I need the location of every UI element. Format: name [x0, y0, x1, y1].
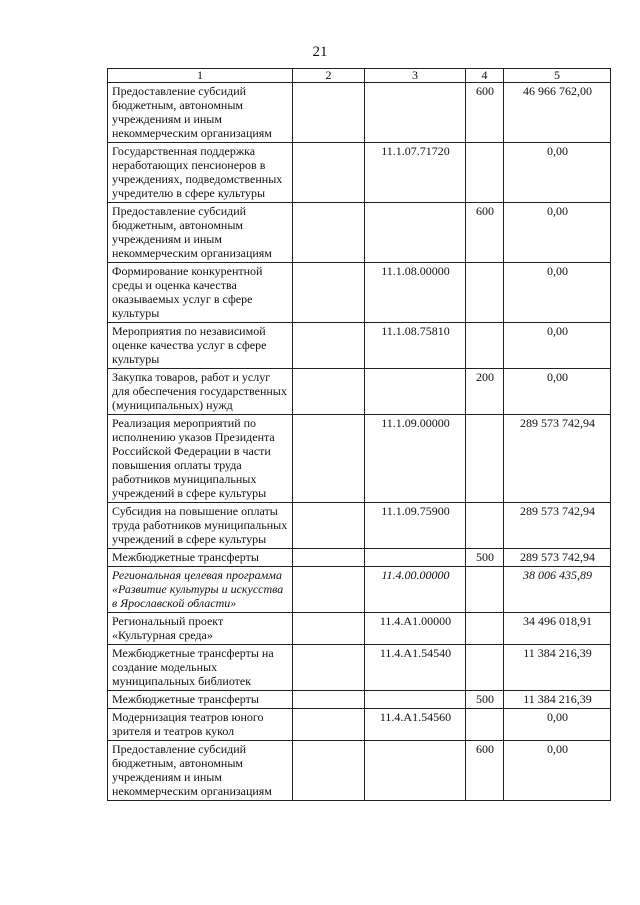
row-code-cell: 11.1.07.71720 [365, 143, 466, 203]
row-amount-cell: 0,00 [504, 263, 611, 323]
row-kind-cell [466, 567, 504, 613]
table-row [108, 415, 611, 503]
row-col2-cell [293, 415, 365, 503]
column-header: 5 [504, 69, 611, 83]
row-code-cell: 11.4.А1.00000 [365, 613, 466, 645]
table-row [108, 369, 611, 415]
row-col2-cell [293, 645, 365, 691]
row-kind-cell [466, 503, 504, 549]
row-col2-cell [293, 503, 365, 549]
row-amount-cell: 38 006 435,89 [504, 567, 611, 613]
row-kind-cell: 500 [466, 691, 504, 709]
table-row [108, 143, 611, 203]
row-col2-cell [293, 323, 365, 369]
row-amount-cell: 289 573 742,94 [504, 415, 611, 503]
row-name-cell: Закупка товаров, работ и услуг для обеспечения государственных (муниципальных) нужд [108, 369, 293, 415]
table-row [108, 645, 611, 691]
row-code-cell [365, 83, 466, 143]
row-name-cell: Межбюджетные трансферты на создание модельных муниципальных библиотек [108, 645, 293, 691]
row-code-cell: 11.1.09.75900 [365, 503, 466, 549]
row-amount-cell: 46 966 762,00 [504, 83, 611, 143]
table-header-row [108, 69, 611, 83]
row-code-cell: 11.1.08.75810 [365, 323, 466, 369]
row-kind-cell: 500 [466, 549, 504, 567]
table-row [108, 83, 611, 143]
row-amount-cell: 0,00 [504, 143, 611, 203]
row-kind-cell: 600 [466, 83, 504, 143]
row-name-cell: Формирование конкурентной среды и оценка качества оказываемых услуг в сфере культуры [108, 263, 293, 323]
row-amount-cell: 11 384 216,39 [504, 645, 611, 691]
row-code-cell [365, 203, 466, 263]
row-col2-cell [293, 741, 365, 801]
row-code-cell [365, 741, 466, 801]
row-kind-cell [466, 645, 504, 691]
row-kind-cell: 600 [466, 203, 504, 263]
row-code-cell: 11.4.А1.54560 [365, 709, 466, 741]
table-row [108, 549, 611, 567]
row-col2-cell [293, 709, 365, 741]
row-amount-cell: 0,00 [504, 369, 611, 415]
row-name-cell: Региональный проект «Культурная среда» [108, 613, 293, 645]
row-amount-cell: 11 384 216,39 [504, 691, 611, 709]
row-code-cell: 11.4.А1.54540 [365, 645, 466, 691]
row-kind-cell [466, 415, 504, 503]
row-amount-cell: 289 573 742,94 [504, 503, 611, 549]
row-name-cell: Межбюджетные трансферты [108, 549, 293, 567]
row-kind-cell [466, 143, 504, 203]
row-col2-cell [293, 263, 365, 323]
row-code-cell [365, 691, 466, 709]
table-row [108, 613, 611, 645]
row-amount-cell: 289 573 742,94 [504, 549, 611, 567]
row-col2-cell [293, 83, 365, 143]
row-name-cell: Межбюджетные трансферты [108, 691, 293, 709]
row-col2-cell [293, 691, 365, 709]
row-kind-cell [466, 613, 504, 645]
row-col2-cell [293, 203, 365, 263]
table-row [108, 741, 611, 801]
table-row [108, 323, 611, 369]
row-name-cell: Региональная целевая программа «Развитие культуры и искусства в Ярославской области» [108, 567, 293, 613]
column-header: 3 [365, 69, 466, 83]
column-header: 4 [466, 69, 504, 83]
row-col2-cell [293, 567, 365, 613]
budget-table [107, 68, 611, 801]
table-row [108, 263, 611, 323]
row-name-cell: Реализация мероприятий по исполнению указов Президента Российской Федерации в части повышения оплаты труда работников муниципальных учреждений в сфере культуры [108, 415, 293, 503]
row-name-cell: Предоставление субсидий бюджетным, автономным учреждениям и иным некоммерческим организациям [108, 741, 293, 801]
row-amount-cell: 0,00 [504, 203, 611, 263]
row-amount-cell: 0,00 [504, 741, 611, 801]
table-row [108, 709, 611, 741]
row-kind-cell: 600 [466, 741, 504, 801]
row-name-cell: Модернизация театров юного зрителя и театров кукол [108, 709, 293, 741]
row-name-cell: Предоставление субсидий бюджетным, автономным учреждениям и иным некоммерческим организациям [108, 83, 293, 143]
row-code-cell: 11.1.08.00000 [365, 263, 466, 323]
row-code-cell [365, 549, 466, 567]
row-kind-cell: 200 [466, 369, 504, 415]
table-row [108, 567, 611, 613]
row-amount-cell: 0,00 [504, 709, 611, 741]
row-col2-cell [293, 613, 365, 645]
row-code-cell [365, 369, 466, 415]
row-name-cell: Субсидия на повышение оплаты труда работников муниципальных учреждений в сфере культуры [108, 503, 293, 549]
row-amount-cell: 34 496 018,91 [504, 613, 611, 645]
row-name-cell: Предоставление субсидий бюджетным, автономным учреждениям и иным некоммерческим организациям [108, 203, 293, 263]
row-code-cell: 11.1.09.00000 [365, 415, 466, 503]
row-kind-cell [466, 323, 504, 369]
row-name-cell: Мероприятия по независимой оценке качества услуг в сфере культуры [108, 323, 293, 369]
row-amount-cell: 0,00 [504, 323, 611, 369]
row-col2-cell [293, 143, 365, 203]
row-code-cell: 11.4.00.00000 [365, 567, 466, 613]
page-number: 21 [312, 44, 328, 60]
row-col2-cell [293, 549, 365, 567]
table-row [108, 203, 611, 263]
table-row [108, 691, 611, 709]
column-header: 2 [293, 69, 365, 83]
column-header: 1 [108, 69, 293, 83]
table-row [108, 503, 611, 549]
row-kind-cell [466, 263, 504, 323]
row-kind-cell [466, 709, 504, 741]
row-col2-cell [293, 369, 365, 415]
row-name-cell: Государственная поддержка неработающих пенсионеров в учреждениях, подведомственных учредителю в сфере культуры [108, 143, 293, 203]
